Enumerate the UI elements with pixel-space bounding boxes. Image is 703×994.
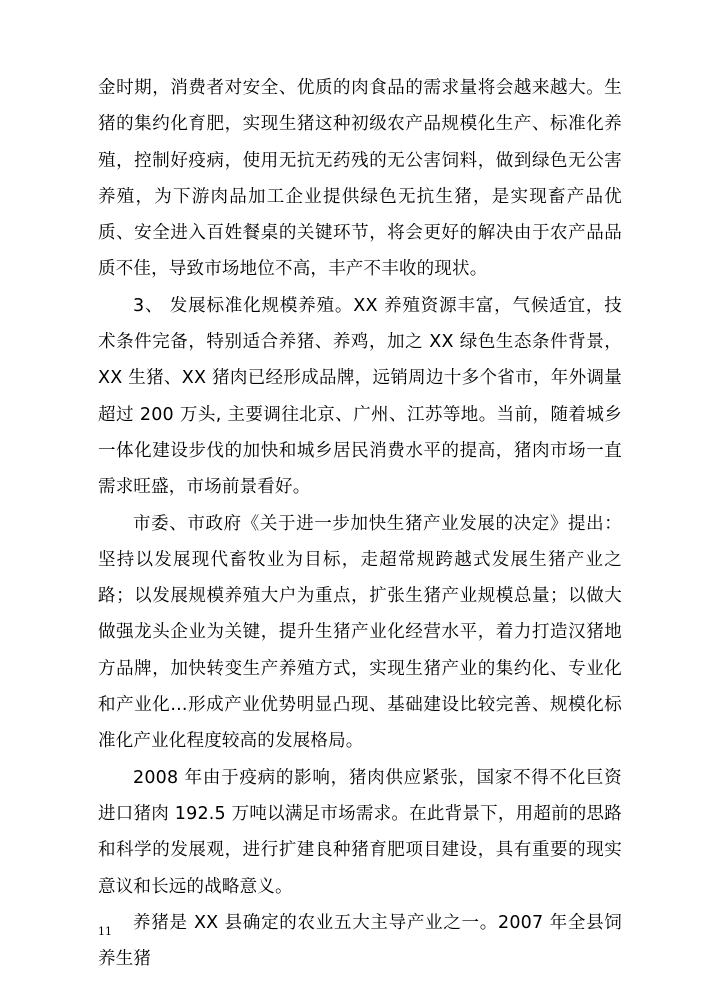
- page-number: 11: [98, 925, 112, 938]
- paragraph-continuation: 金时期，消费者对安全、优质的肉食品的需求量将会越来越大。生猪的集约化育肥，实现生猪这种初级农产品规模化生产、标准化养殖，控制好疫病，使用无抗无药残的无公害饲料，做到绿色无公害养殖，为下游肉品加工企业提供绿色无抗生猪，是实现畜产品优质、安全进入百姓餐桌的关键环节，将会更好的解决由于农产品品质不佳，导致市场地位不高，丰产不丰收的现状。: [98, 78, 622, 280]
- paragraph-municipal-decision: 市委、市政府《关于进一步加快生猪产业发展的决定》提出：坚持以发展现代畜牧业为目标，走超常规跨越式发展生猪产业之路；以发展规模养殖大户为重点，扩张生猪产业规模总量；以做大做强龙头企业为关键，提升生猪产业化经营水平，着力打造汉猪地方品牌，加快转变生产养殖方式，实现生猪产业的集约化、专业化和产业化...形成产业优势明显凸现、基础建设比较完善、规模化标准化产业化程度较高的发展格局。: [98, 513, 622, 752]
- paragraph-county-pig-industry: 养猪是 XX 县确定的农业五大主导产业之一。2007 年全县饲养生猪: [98, 912, 622, 970]
- paragraph-2008-background: 2008 年由于疫病的影响，猪肉供应紧张，国家不得不化巨资进口猪肉 192.5 万吨以满足市场需求。在此背景下，用超前的思路和科学的发展观，进行扩建良种猪育肥项目建设，具有重要的现实意议和长远的战略意义。: [98, 767, 622, 897]
- paragraph-standardized-farming: 3、 发展标准化规模养殖。XX 养殖资源丰富，气候适宜，技术条件完备，特别适合养猪、养鸡，加之 XX 绿色生态条件背景，XX 生猪、XX 猪肉已经形成品牌，远销周边十多个省市，年外调量超过 200 万头, 主要调往北京、广州、江苏等地。当前，随着城乡一体化建设步伐的加快和城乡居民消费水平的提高，猪肉市场一直需求旺盛，市场前景看好。: [98, 295, 622, 498]
- page-body: [98, 70, 622, 977]
